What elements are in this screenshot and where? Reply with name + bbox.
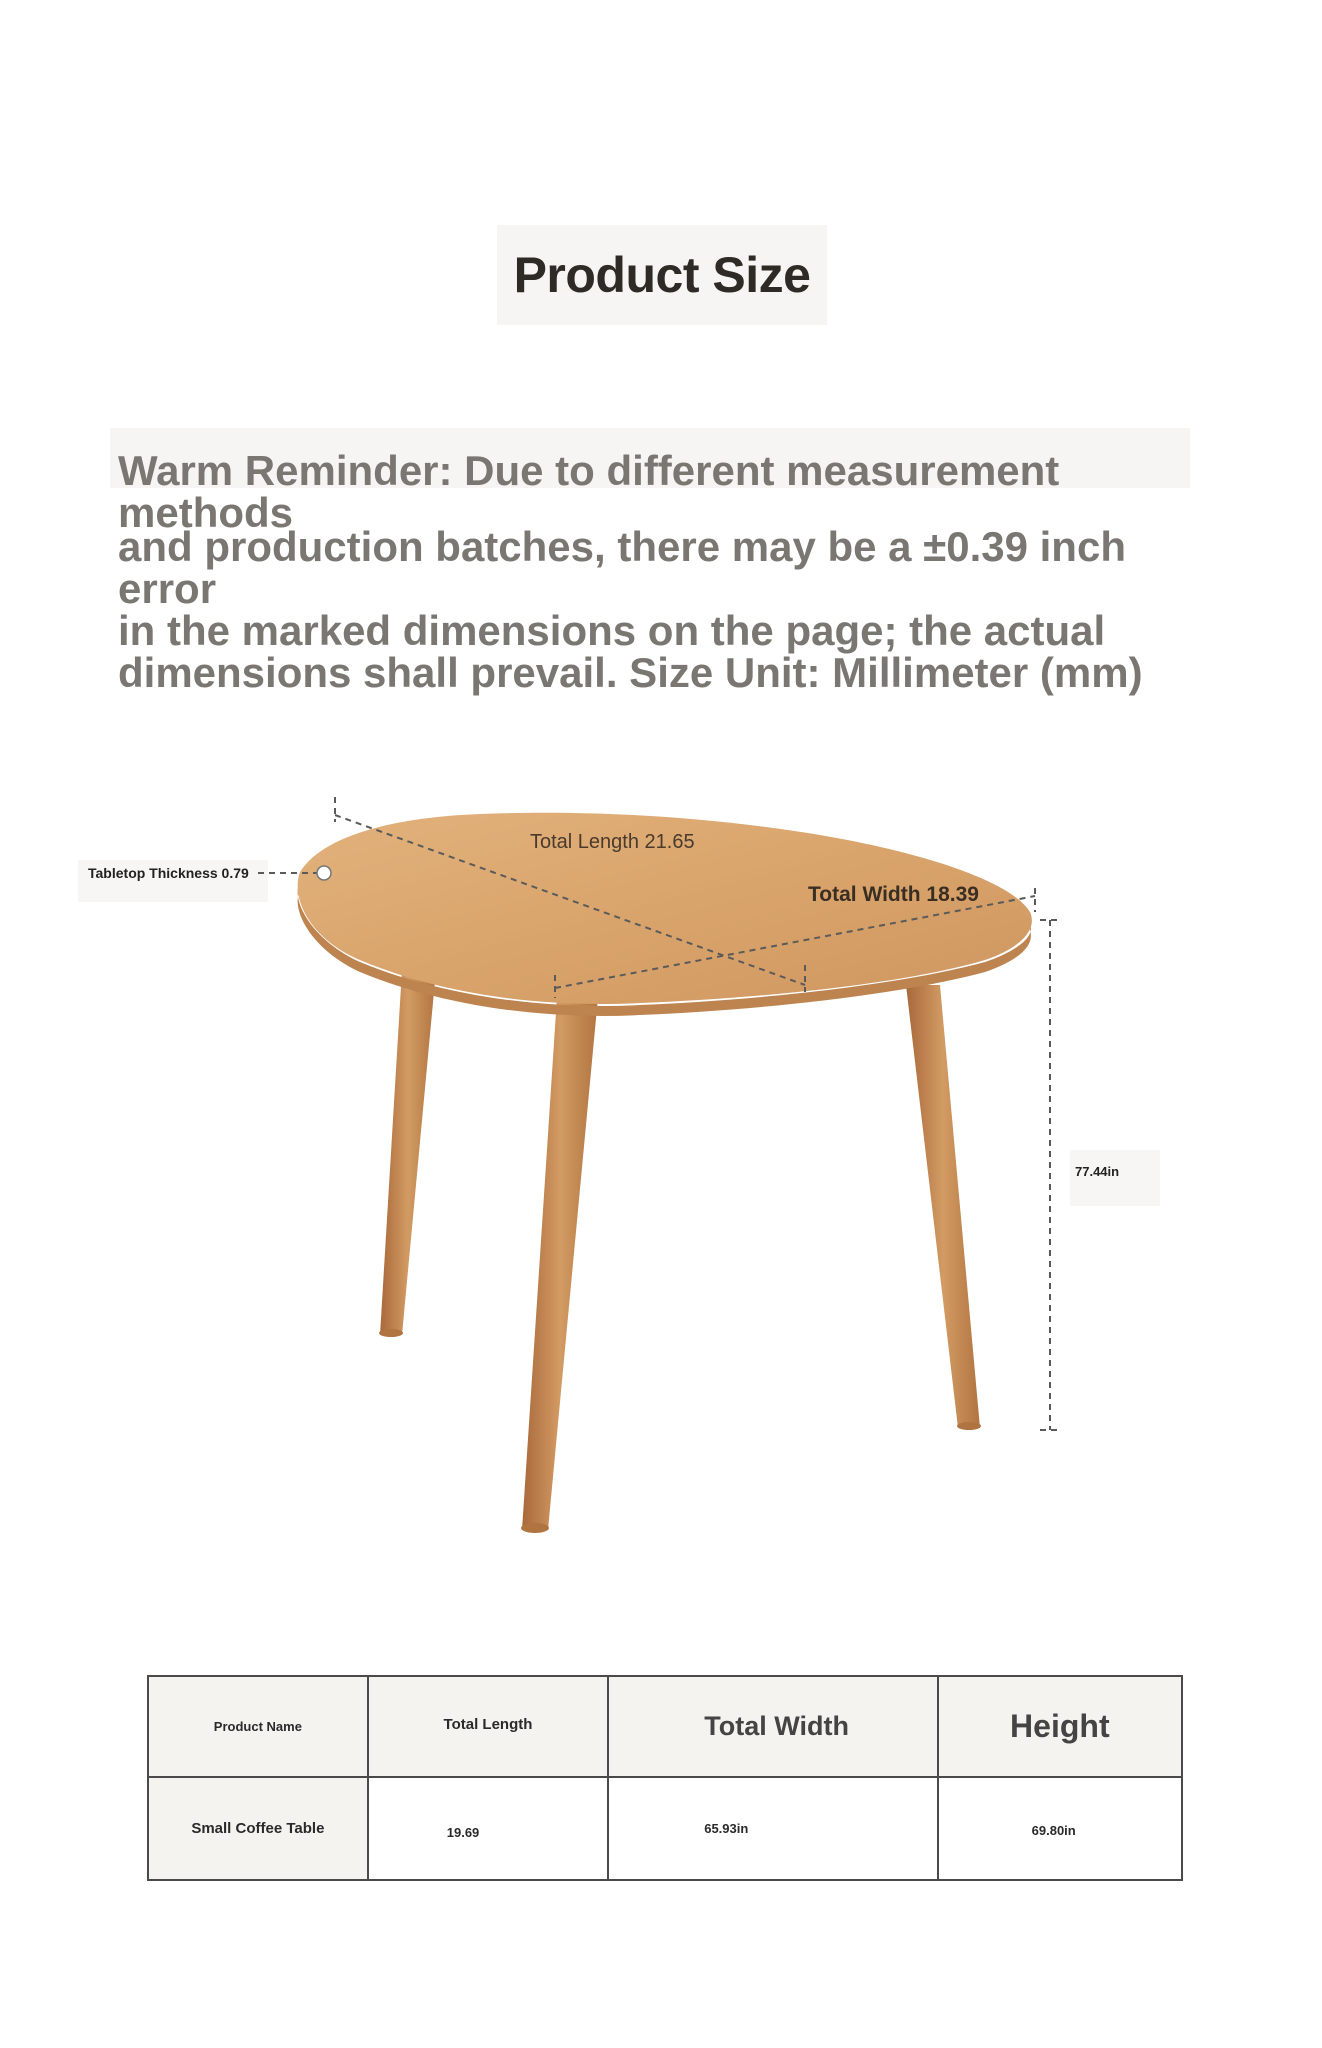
- thickness-marker-icon: [317, 866, 331, 880]
- leg-back-left: [380, 970, 436, 1335]
- header-product-name: Product Name: [148, 1676, 368, 1777]
- leg-foot-front: [521, 1523, 549, 1533]
- cell-height: 69.80in: [938, 1777, 1182, 1880]
- leg-foot-back-left: [379, 1329, 403, 1337]
- header-height: Height: [938, 1676, 1182, 1777]
- reminder-line-1: Warm Reminder: Due to different measurement methods: [118, 447, 1060, 536]
- length-label: Total Length 21.65: [530, 831, 695, 853]
- width-label: Total Width 18.39: [808, 883, 979, 906]
- leg-front: [522, 997, 598, 1530]
- header-total-width: Total Width: [608, 1676, 937, 1777]
- header-total-length: Total Length: [368, 1676, 608, 1777]
- spec-table-row: [148, 1777, 1182, 1880]
- spec-table-header-row: [148, 1676, 1182, 1777]
- height-label: 77.44in: [1075, 1164, 1120, 1179]
- cell-total-length: 19.69: [368, 1777, 608, 1880]
- thickness-label: Tabletop Thickness 0.79: [88, 865, 249, 881]
- reminder-line-3: in the marked dimensions on the page; the actual: [118, 607, 1106, 654]
- spec-table: [147, 1675, 1183, 1881]
- leg-foot-right: [957, 1422, 981, 1430]
- reminder-line-4: dimensions shall prevail. Size Unit: Millimeter (mm): [118, 649, 1143, 696]
- leg-right: [906, 985, 980, 1428]
- reminder-line-2: and production batches, there may be a ±0.39 inch error: [118, 523, 1126, 612]
- page-title: Product Size: [497, 225, 827, 325]
- cell-total-width: 65.93in: [608, 1777, 937, 1880]
- cell-product-name: Small Coffee Table: [148, 1777, 368, 1880]
